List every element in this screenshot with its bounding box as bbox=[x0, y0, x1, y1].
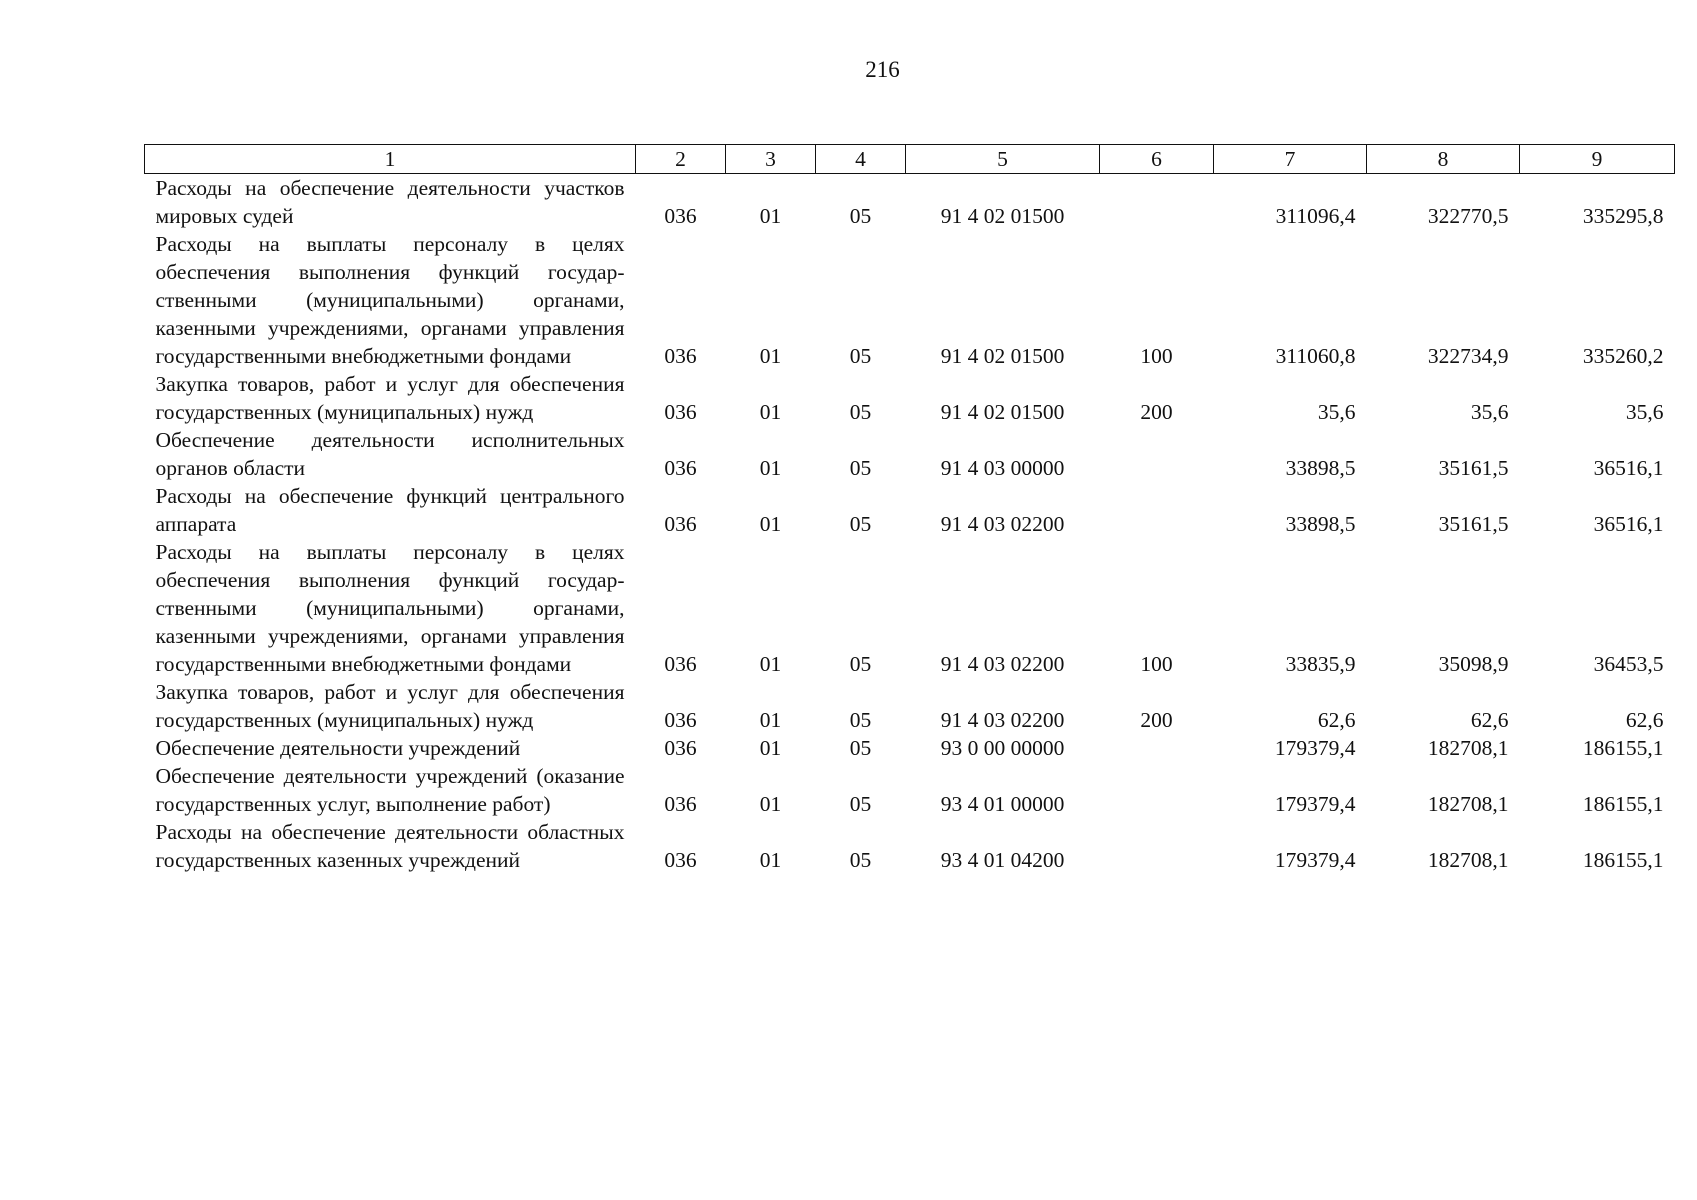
cell-target-article: 93 4 01 04200 bbox=[940, 848, 1065, 872]
cell-target-article: 91 4 03 00000 bbox=[940, 456, 1065, 480]
header-cell: 1 bbox=[145, 145, 636, 174]
cell-amount-year3: 335260,2 bbox=[1582, 344, 1664, 368]
cell-subsection: 05 bbox=[849, 792, 872, 816]
cell-ministry-code: 036 bbox=[664, 512, 697, 536]
cell-subsection: 05 bbox=[849, 736, 872, 760]
table-row bbox=[145, 734, 1675, 762]
table-row bbox=[145, 678, 1675, 734]
cell-expense-type: 100 bbox=[1140, 652, 1173, 676]
header-cell: 3 bbox=[726, 145, 816, 174]
header-cell: 9 bbox=[1520, 145, 1675, 174]
cell-amount-year2: 182708,1 bbox=[1427, 792, 1509, 816]
header-cell: 6 bbox=[1100, 145, 1214, 174]
cell-ministry-code: 036 bbox=[664, 792, 697, 816]
row-description: Расходы на обеспечение функций центрального аппарата bbox=[155, 484, 625, 536]
cell-ministry-code: 036 bbox=[664, 344, 697, 368]
row-description: Расходы на обеспечение деятельности участков мировых судей bbox=[155, 176, 625, 228]
cell-amount-year1: 311096,4 bbox=[1275, 204, 1356, 228]
cell-amount-year3: 186155,1 bbox=[1582, 848, 1664, 872]
cell-amount-year1: 179379,4 bbox=[1274, 736, 1356, 760]
row-description: Закупка товаров, работ и услуг для обеспечения государственных (муниципальных) нужд bbox=[155, 372, 625, 424]
header-cell: 8 bbox=[1367, 145, 1520, 174]
table-row bbox=[145, 370, 1675, 426]
cell-target-article: 91 4 02 01500 bbox=[940, 400, 1065, 424]
cell-expense-type bbox=[1100, 734, 1214, 762]
cell-amount-year2: 182708,1 bbox=[1427, 848, 1509, 872]
cell-section: 01 bbox=[759, 400, 782, 424]
header-cell: 4 bbox=[816, 145, 906, 174]
cell-amount-year2: 35098,9 bbox=[1438, 652, 1509, 676]
page-number: 216 bbox=[865, 57, 900, 82]
cell-section: 01 bbox=[759, 708, 782, 732]
cell-section: 01 bbox=[759, 344, 782, 368]
cell-ministry-code: 036 bbox=[664, 848, 697, 872]
cell-subsection: 05 bbox=[849, 512, 872, 536]
cell-section: 01 bbox=[759, 512, 782, 536]
table-row bbox=[145, 426, 1675, 482]
row-description: Расходы на выплаты персоналу в целях обеспечения выполнения функций государственными (муниципальными) органами, казенными учреждениями, органами управления государственными внебюджетными фондами bbox=[155, 232, 625, 368]
cell-subsection: 05 bbox=[849, 848, 872, 872]
row-description: Обеспечение деятельности учреждений bbox=[155, 736, 521, 760]
cell-section: 01 bbox=[759, 792, 782, 816]
header-row bbox=[145, 145, 1675, 174]
cell-amount-year1: 33898,5 bbox=[1285, 456, 1356, 480]
cell-amount-year1: 33898,5 bbox=[1285, 512, 1356, 536]
table-row bbox=[145, 482, 1675, 538]
cell-target-article: 91 4 02 01500 bbox=[940, 344, 1065, 368]
cell-expense-type: 200 bbox=[1140, 400, 1173, 424]
cell-amount-year3: 335295,8 bbox=[1582, 204, 1664, 228]
row-description: Обеспечение деятельности исполнительных органов области bbox=[155, 428, 625, 480]
cell-amount-year3: 62,6 bbox=[1625, 708, 1664, 732]
cell-amount-year3: 36516,1 bbox=[1593, 456, 1664, 480]
row-description: Расходы на обеспечение деятельности областных государственных казенных учреждений bbox=[155, 820, 625, 872]
cell-subsection: 05 bbox=[849, 456, 872, 480]
cell-section: 01 bbox=[759, 652, 782, 676]
cell-amount-year3: 36453,5 bbox=[1593, 652, 1664, 676]
cell-amount-year2: 35161,5 bbox=[1438, 512, 1509, 536]
cell-expense-type bbox=[1100, 482, 1214, 538]
cell-amount-year3: 35,6 bbox=[1625, 400, 1664, 424]
cell-section: 01 bbox=[759, 848, 782, 872]
table-row bbox=[145, 818, 1675, 874]
cell-target-article: 91 4 02 01500 bbox=[940, 204, 1065, 228]
cell-amount-year2: 35161,5 bbox=[1438, 456, 1509, 480]
cell-ministry-code: 036 bbox=[664, 456, 697, 480]
header-cell: 7 bbox=[1214, 145, 1367, 174]
table-row bbox=[145, 762, 1675, 818]
cell-amount-year1: 62,6 bbox=[1317, 708, 1356, 732]
cell-expense-type bbox=[1100, 174, 1214, 231]
cell-amount-year1: 33835,9 bbox=[1285, 652, 1356, 676]
cell-ministry-code: 036 bbox=[664, 708, 697, 732]
cell-amount-year1: 35,6 bbox=[1317, 400, 1356, 424]
cell-subsection: 05 bbox=[849, 204, 872, 228]
cell-subsection: 05 bbox=[849, 708, 872, 732]
cell-section: 01 bbox=[759, 456, 782, 480]
cell-amount-year3: 186155,1 bbox=[1582, 792, 1664, 816]
cell-target-article: 91 4 03 02200 bbox=[940, 512, 1065, 536]
cell-amount-year1: 311060,8 bbox=[1275, 344, 1356, 368]
cell-target-article: 91 4 03 02200 bbox=[940, 708, 1065, 732]
cell-target-article: 93 0 00 00000 bbox=[940, 736, 1065, 760]
row-description: Обеспечение деятельности учреждений (оказание государственных услуг, выполнение работ) bbox=[155, 764, 625, 816]
cell-amount-year2: 35,6 bbox=[1470, 400, 1509, 424]
cell-target-article: 91 4 03 02200 bbox=[940, 652, 1065, 676]
header-cell: 2 bbox=[636, 145, 726, 174]
table-row bbox=[145, 230, 1675, 370]
cell-amount-year1: 179379,4 bbox=[1274, 848, 1356, 872]
cell-amount-year3: 186155,1 bbox=[1582, 736, 1664, 760]
row-description: Закупка товаров, работ и услуг для обеспечения государственных (муниципальных) нужд bbox=[155, 680, 625, 732]
cell-amount-year1: 179379,4 bbox=[1274, 792, 1356, 816]
cell-ministry-code: 036 bbox=[664, 652, 697, 676]
cell-expense-type bbox=[1100, 818, 1214, 874]
cell-amount-year3: 36516,1 bbox=[1593, 512, 1664, 536]
cell-expense-type: 200 bbox=[1140, 708, 1173, 732]
table-row bbox=[145, 174, 1675, 231]
row-description: Расходы на выплаты персоналу в целях обеспечения выполнения функций государственными (муниципальными) органами, казенными учреждениями, органами управления государственными внебюджетными фондами bbox=[155, 540, 625, 676]
cell-expense-type bbox=[1100, 426, 1214, 482]
cell-ministry-code: 036 bbox=[664, 204, 697, 228]
cell-expense-type: 100 bbox=[1140, 344, 1173, 368]
cell-section: 01 bbox=[759, 204, 782, 228]
cell-subsection: 05 bbox=[849, 400, 872, 424]
cell-subsection: 05 bbox=[849, 652, 872, 676]
cell-ministry-code: 036 bbox=[664, 400, 697, 424]
cell-expense-type bbox=[1100, 762, 1214, 818]
budget-table bbox=[144, 144, 1675, 874]
header-cell: 5 bbox=[906, 145, 1100, 174]
cell-subsection: 05 bbox=[849, 344, 872, 368]
cell-target-article: 93 4 01 00000 bbox=[940, 792, 1065, 816]
cell-ministry-code: 036 bbox=[664, 736, 697, 760]
cell-amount-year2: 322770,5 bbox=[1427, 204, 1509, 228]
table-row bbox=[145, 538, 1675, 678]
cell-section: 01 bbox=[759, 736, 782, 760]
cell-amount-year2: 182708,1 bbox=[1427, 736, 1509, 760]
cell-amount-year2: 322734,9 bbox=[1427, 344, 1509, 368]
cell-amount-year2: 62,6 bbox=[1470, 708, 1509, 732]
